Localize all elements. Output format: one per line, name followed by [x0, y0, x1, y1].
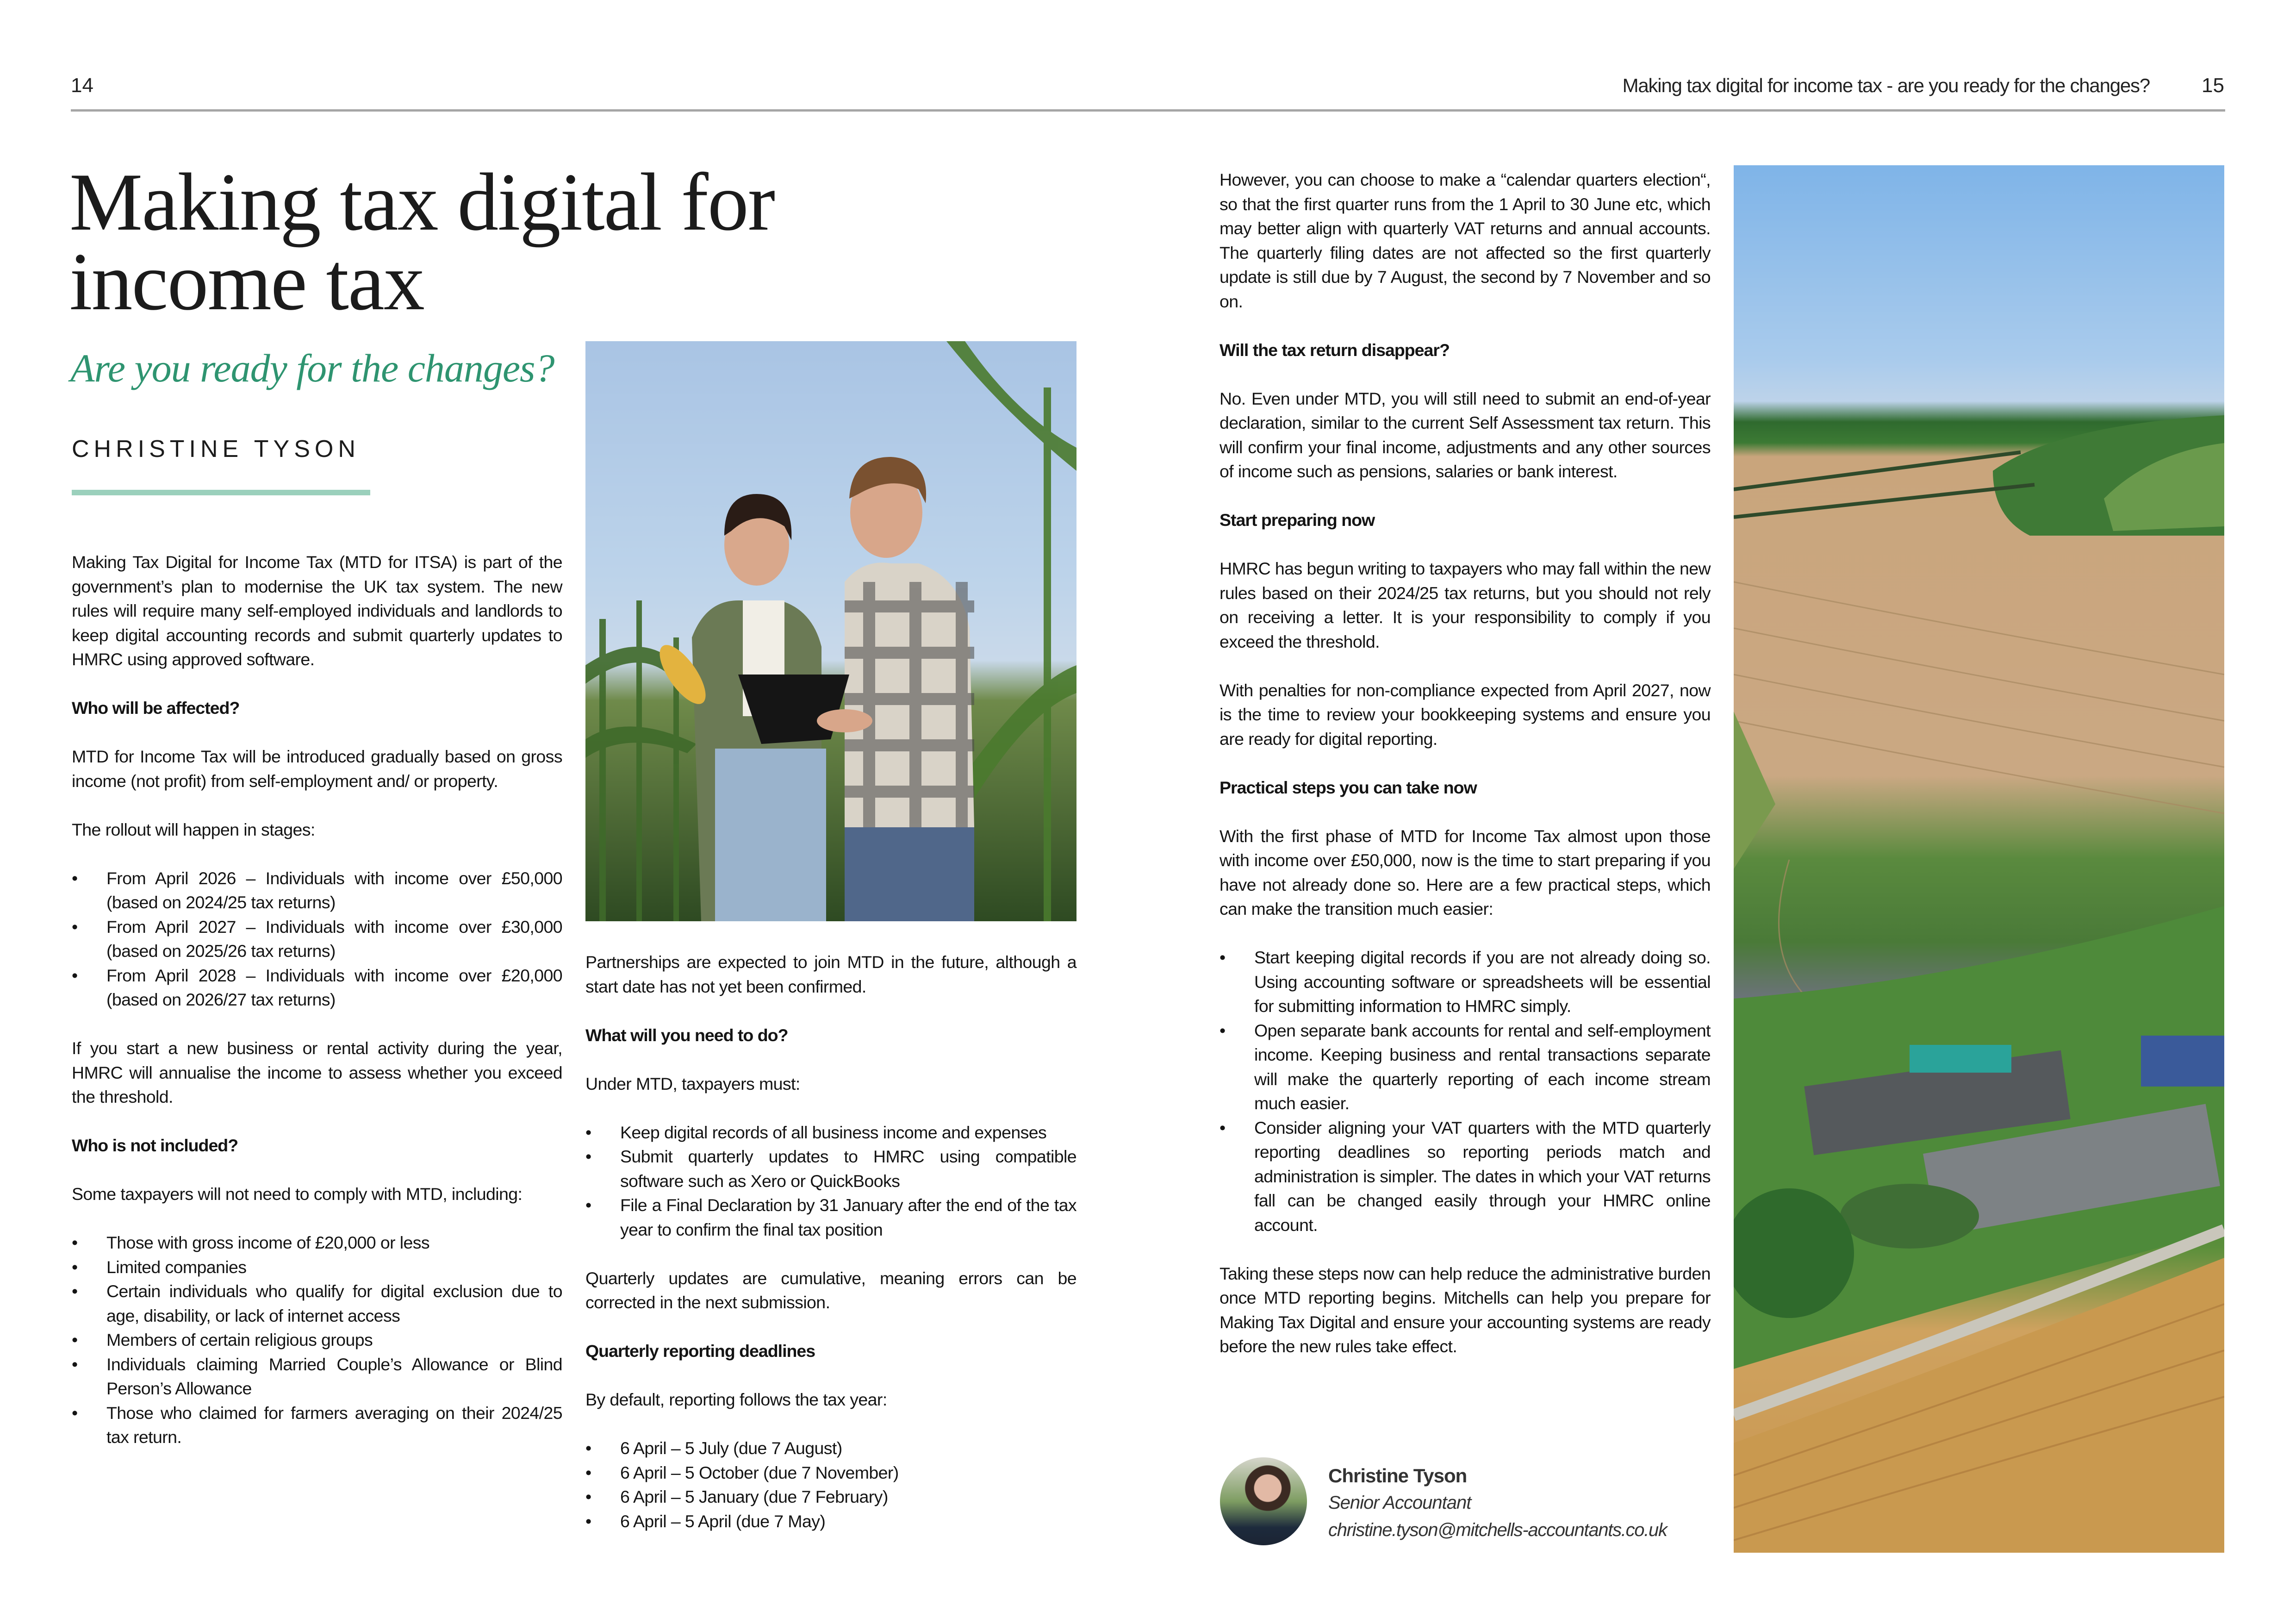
list-item: • Submit quarterly updates to HMRC using compatible software such as Xero or QuickBooks — [585, 1144, 1076, 1193]
penalties-paragraph: With penalties for non-compliance expected from April 2027, now is the time to review your bookkeeping systems and ensure you are ready for digital reporting. — [1220, 680, 1711, 749]
not-included-list — [72, 1230, 562, 1449]
heading-what-to-do: What will you need to do? — [585, 1025, 788, 1045]
list-item: • 6 April – 5 October (due 7 November) — [585, 1461, 1076, 1485]
disappear-paragraph: No. Even under MTD, you will still need to submit an end-of-year declaration, similar to the current Self Assessment tax return. This will confirm your final income, adjustments and any other sources of income such as pensions, salaries or bank interest. — [1220, 388, 1711, 481]
default-paragraph: By default, reporting follows the tax year: — [585, 1390, 887, 1409]
accent-rule — [72, 490, 370, 495]
affected-paragraph: MTD for Income Tax will be introduced gradually based on gross income (not profit) from self-employment and/ or property. — [72, 747, 562, 791]
list-item: • Certain individuals who qualify for digital exclusion due to age, disability, or lack of internet access — [72, 1279, 562, 1328]
hmrc-writing-paragraph: HMRC has begun writing to taxpayers who may fall within the new rules based on their 2024/25 tax returns, but you should not rely on receiving a letter. It is your responsibility to comply if you exceed the threshold. — [1220, 559, 1711, 651]
rollout-list — [72, 866, 562, 1012]
author-name: Christine Tyson — [1328, 1465, 1467, 1487]
article-title-line-2: income tax — [69, 236, 424, 327]
heading-start-preparing: Start preparing now — [1220, 510, 1375, 530]
left-column — [72, 550, 562, 1474]
list-item: • Keep digital records of all business income and expenses — [585, 1120, 1076, 1145]
list-item: • Individuals claiming Married Couple’s Allowance or Blind Person’s Allowance — [72, 1352, 562, 1401]
article-subtitle: Are you ready for the changes? — [70, 346, 554, 390]
couple-in-cornfield-photo — [585, 341, 1076, 921]
list-item: • Those with gross income of £20,000 or less — [72, 1230, 562, 1255]
byline: CHRISTINE TYSON — [72, 436, 360, 462]
author-role: Senior Accountant — [1328, 1493, 1471, 1513]
list-item: • Those who claimed for farmers averaging on their 2024/25 tax return. — [72, 1401, 562, 1449]
aerial-photo-illustration — [1734, 165, 2224, 1553]
must-list — [585, 1120, 1076, 1242]
heading-not-included: Who is not included? — [72, 1136, 238, 1155]
steps-intro: With the first phase of MTD for Income Tax almost upon those with income over £50,000, now is the time to start preparing if you have not already done so. Here are a few practical steps, which can make the transition much easier: — [1220, 826, 1711, 918]
heading-practical-steps: Practical steps you can take now — [1220, 777, 1477, 797]
running-title: Making tax digital for income tax - are you ready for the changes? — [1622, 75, 2150, 96]
list-item: • Consider aligning your VAT quarters with the MTD quarterly reporting deadlines so reporting periods match and administration is simpler. The dates in which your VAT returns fall can be changed easily through your HMRC online account. — [1220, 1116, 1711, 1237]
left-page-number: 14 — [71, 74, 93, 97]
steps-list — [1220, 945, 1711, 1237]
heading-who-affected: Who will be affected? — [72, 698, 240, 718]
aerial-farm-fields-photo — [1734, 165, 2224, 1553]
list-item: • From April 2026 – Individuals with income over £50,000 (based on 2024/25 tax returns) — [72, 866, 562, 915]
list-item: • Start keeping digital records if you are not already doing so. Using accounting software or spreadsheets will be essential for submitting information to HMRC simply. — [1220, 945, 1711, 1018]
intro-paragraph: Making Tax Digital for Income Tax (MTD for ITSA) is part of the government’s plan to modernise the UK tax system. The new rules will require many self-employed individuals and landlords to keep digital accounting records and submit quarterly updates to HMRC using approved software. — [72, 552, 562, 669]
list-item: • Open separate bank accounts for rental and self-employment income. Keeping business and rental transactions separate will make the quarterly reporting of each income stream much easier. — [1220, 1018, 1711, 1116]
partnerships-paragraph: Partnerships are expected to join MTD in the future, although a start date has not yet been confirmed. — [585, 952, 1076, 996]
calendar-election-paragraph: However, you can choose to make a “calendar quarters election“, so that the first quarter runs from the 1 April to 30 June etc, which may better align with quarterly VAT returns and annual accounts. The quarterly filing dates are not affected so the first quarterly update is still due by 7 August, the second by 7 November and so on. — [1220, 170, 1711, 311]
list-item: • Limited companies — [72, 1255, 562, 1280]
author-email-link[interactable]: christine.tyson@mitchells-accountants.co.uk — [1328, 1520, 1667, 1540]
list-item: • From April 2028 – Individuals with income over £20,000 (based on 2026/27 tax returns) — [72, 963, 562, 1012]
list-item: • From April 2027 – Individuals with income over £30,000 (based on 2025/26 tax returns) — [72, 915, 562, 963]
article-title — [69, 156, 775, 327]
article-title-line-1: Making tax digital for — [69, 156, 775, 248]
closing-paragraph: Taking these steps now can help reduce the administrative burden once MTD reporting begins. Mitchells can help you prepare for Making Tax Digital and ensure your accounting systems are ready before the new rules take effect. — [1220, 1263, 1711, 1356]
middle-column — [585, 950, 1076, 1533]
deadlines-list — [585, 1436, 1076, 1533]
right-column — [1220, 168, 1711, 1359]
heading-tax-return-disappear: Will the tax return disappear? — [1220, 340, 1450, 360]
not-included-intro: Some taxpayers will not need to comply with MTD, including: — [72, 1184, 523, 1204]
cumulative-paragraph: Quarterly updates are cumulative, meaning errors can be corrected in the next submission. — [585, 1268, 1076, 1312]
new-business-paragraph: If you start a new business or rental activity during the year, HMRC will annualise the income to assess whether you exceed the threshold. — [72, 1038, 562, 1106]
list-item: • Members of certain religious groups — [72, 1328, 562, 1352]
list-item: • 6 April – 5 January (due 7 February) — [585, 1485, 1076, 1509]
list-item: • File a Final Declaration by 31 January after the end of the tax year to confirm the final tax position — [585, 1193, 1076, 1242]
list-item: • 6 April – 5 April (due 7 May) — [585, 1509, 1076, 1534]
author-avatar — [1220, 1457, 1307, 1545]
list-item: • 6 April – 5 July (due 7 August) — [585, 1436, 1076, 1461]
under-mtd-intro: Under MTD, taxpayers must: — [585, 1074, 800, 1093]
right-page-number: 15 — [2202, 74, 2224, 97]
heading-deadlines: Quarterly reporting deadlines — [585, 1341, 815, 1361]
couple-photo-illustration — [585, 341, 1076, 921]
rollout-intro: The rollout will happen in stages: — [72, 819, 315, 839]
header-rule — [71, 109, 2225, 112]
